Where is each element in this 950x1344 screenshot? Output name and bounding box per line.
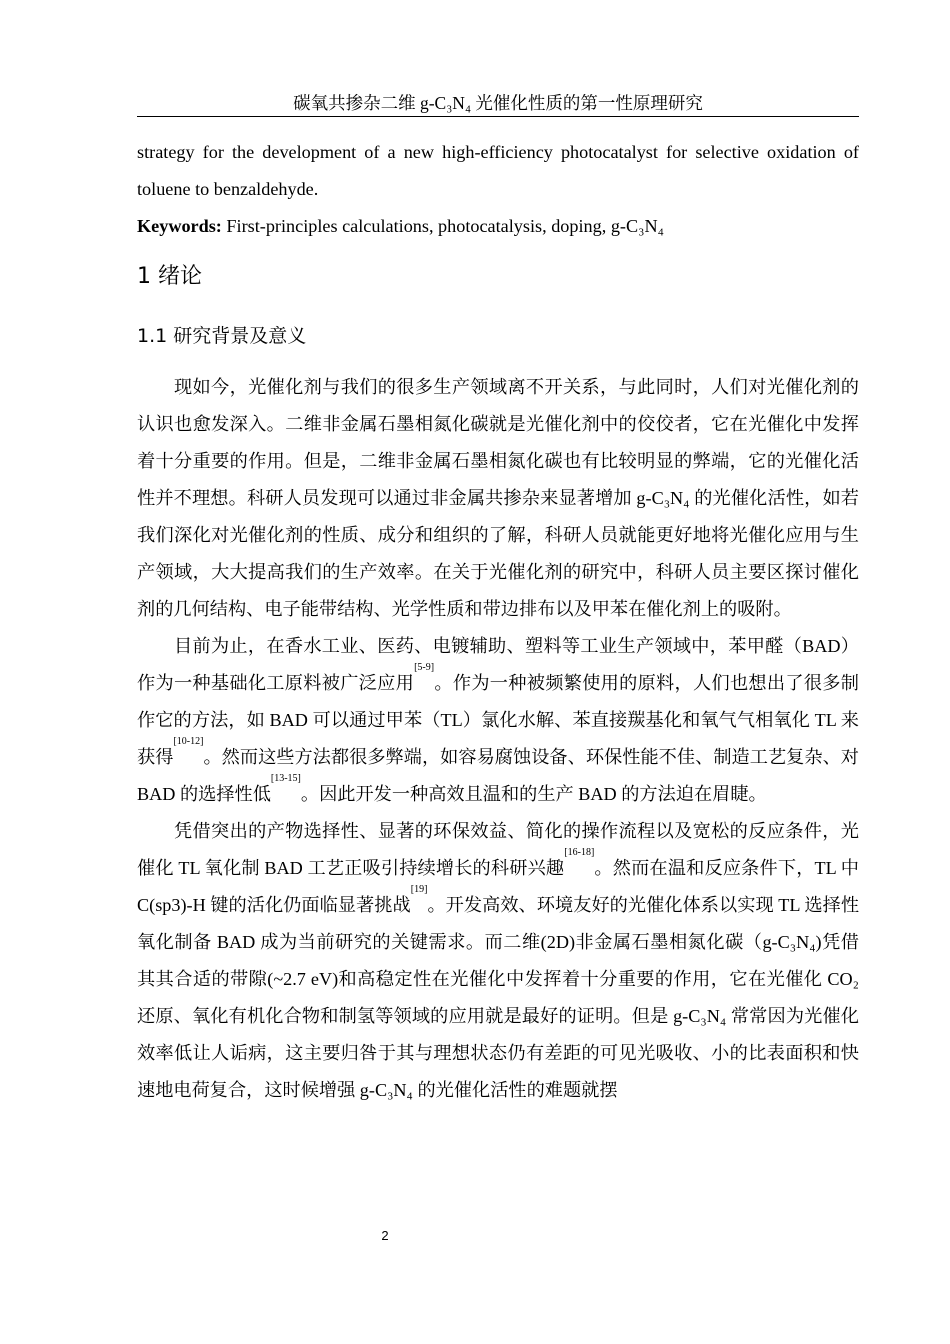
- body-text: [137, 369, 859, 1109]
- citation-marker: [10-12]: [173, 736, 204, 747]
- keywords-text: First-principles calculations, photocatalysis, doping, g-C₃N₄: [221, 216, 664, 236]
- citation-marker: [16-18]: [564, 847, 595, 858]
- section-heading-1: 1 绪论: [137, 264, 202, 289]
- section-heading-1-1: 1.1 研究背景及意义: [137, 325, 307, 347]
- paragraph-1: 现如今，光催化剂与我们的很多生产领域离不开关系，与此同时，人们对光催化剂的认识也愈发深入。二维非金属石墨相氮化碳就是光催化剂中的佼佼者，它在光催化中发挥着十分重要的作用。但是，二维非金属石墨相氮化碳也有比较明显的弊端，它的光催化活性并不理想。科研人员发现可以通过非金属共掺杂来显著增加 g-C₃N₄ 的光催化活性，如若我们深化对光催化剂的性质、成分和组织的了解，科研人员就能更好地将光催化应用与生产领域，大大提高我们的生产效率。在关于光催化剂的研究中，科研人员主要区探讨催化剂的几何结构、电子能带结构、光学性质和带边排布以及甲苯在催化剂上的吸附。: [137, 377, 859, 619]
- running-header: [137, 90, 859, 117]
- citation-marker: [5-9]: [414, 662, 435, 673]
- running-header-title: 碳氧共掺杂二维 g-C₃N₄ 光催化性质的第一性原理研究: [293, 93, 703, 113]
- citation-marker: [19]: [410, 884, 428, 895]
- keywords-line: [137, 208, 859, 245]
- paragraph-3: 凭借突出的产物选择性、显著的环保效益、简化的操作流程以及宽松的反应条件，光催化 TL 氧化制 BAD 工艺正吸引持续增长的科研兴趣[16-18]。然而在温和反应条件下，TL 中 C(sp3)-H 键的活化仍面临显著挑战[19]。开发高效、环境友好的光催化体系以实现 TL 选择性氧化制备 BAD 成为当前研究的关键需求。而二维(2D)非金属石墨相氮化碳（g-C₃N₄)凭借其其合适的带隙(~2.7 eV)和高稳定性在光催化中发挥着十分重要的作用，它在光催化 CO₂ 还原、氧化有机化合物和制氢等领域的应用就是最好的证明。但是 g-C₃N₄ 常常因为光催化效率低让人诟病，这主要归咎于其与理想状态仍有差距的可见光吸收、小的比表面积和快速地电荷复合，这时候增强 g-C₃N₄ 的光催化活性的难题就摆: [137, 821, 860, 1100]
- page-number: 2: [381, 1228, 389, 1243]
- paragraph-2: 目前为止，在香水工业、医药、电镀辅助、塑料等工业生产领域中，苯甲醛（BAD）作为一种基础化工原料被广泛应用[5-9]。作为一种被频繁使用的原料，人们也想出了很多制作它的方法，如 BAD 可以通过甲苯（TL）氯化水解、苯直接羰基化和氧气气相氧化 TL 来获得[10-12]。然而这些方法都很多弊端，如容易腐蚀设备、环保性能不佳、制造工艺复杂、对 BAD 的选择性低[13-15]。因此开发一种高效且温和的生产 BAD 的方法迫在眉睫。: [137, 636, 859, 804]
- page-content: [137, 134, 859, 1109]
- abstract-tail: strategy for the development of a new high-efficiency photocatalyst for selective oxidation of toluene to benzaldehyde.: [137, 142, 859, 199]
- keywords-label: Keywords:: [137, 216, 222, 236]
- citation-marker: [13-15]: [270, 773, 301, 784]
